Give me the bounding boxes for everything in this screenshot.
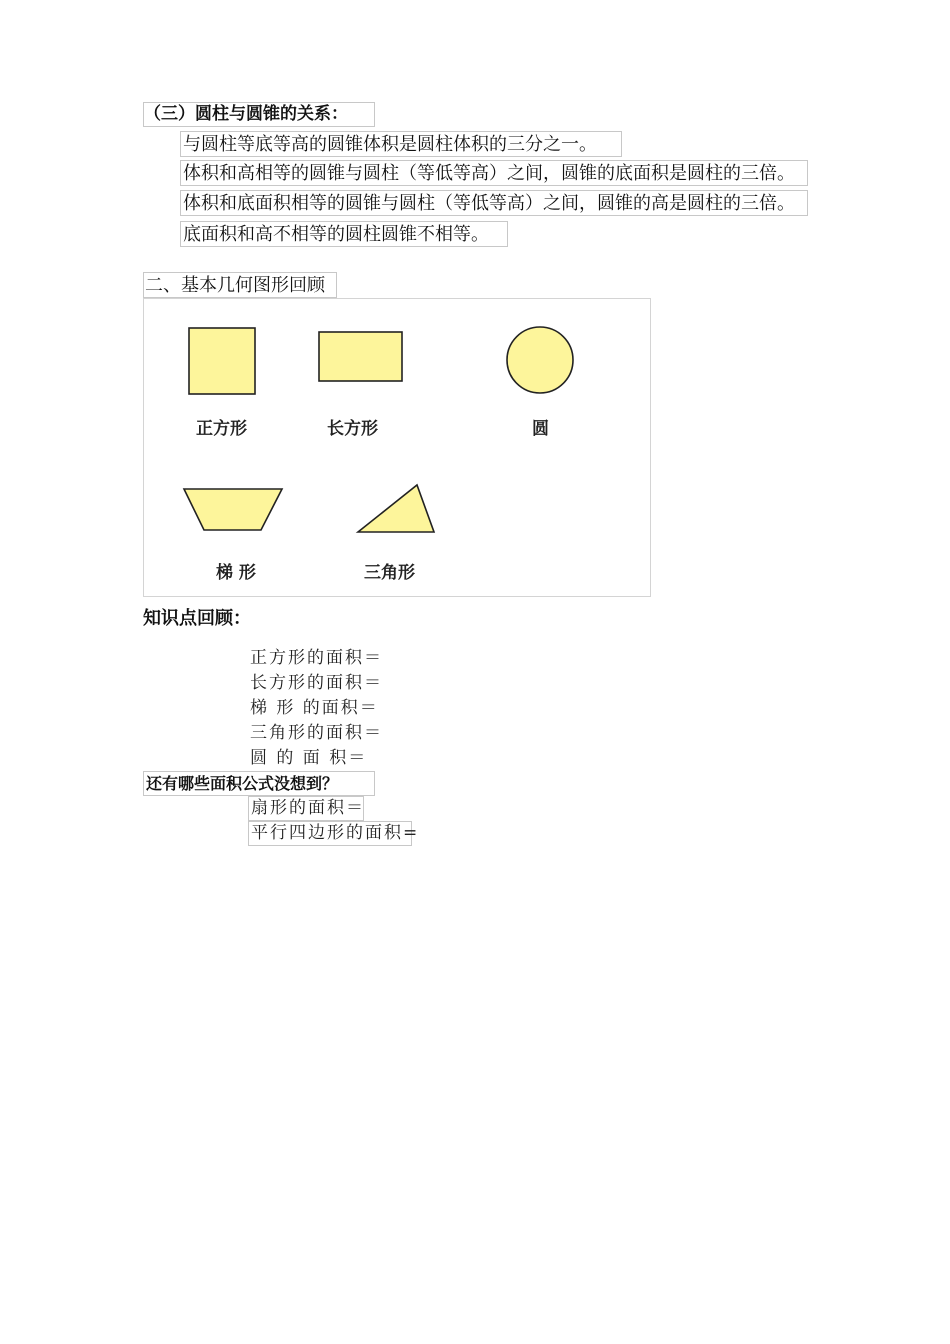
trapezoid-shape <box>184 489 282 530</box>
extra-formula-box: 平行四边形的面积= <box>248 821 412 846</box>
formula-line: 三角形的面积＝ <box>250 723 383 743</box>
shapes-figure <box>143 298 651 597</box>
section-title: 二、基本几何图形回顾 <box>143 272 337 298</box>
formula-line: 长方形的面积＝ <box>250 673 383 693</box>
triangle-shape <box>358 485 434 532</box>
formula-line: 正方形的面积＝ <box>250 648 383 668</box>
square-label: 正方形 <box>196 419 247 439</box>
formula-line: 圆 的 面 积＝ <box>250 748 368 768</box>
trapezoid-label: 梯 形 <box>216 563 256 583</box>
relation-item: 底面积和高不相等的圆柱圆锥不相等。 <box>180 221 508 247</box>
square-shape <box>189 328 255 394</box>
relation-item: 体积和底面积相等的圆锥与圆柱（等低等高）之间，圆锥的高是圆柱的三倍。 <box>180 190 808 216</box>
extra-formula-box: 扇形的面积＝ <box>248 796 364 821</box>
review-heading: 知识点回顾： <box>143 608 251 629</box>
rectangle-label: 长方形 <box>327 419 378 439</box>
relation-item: 体积和高相等的圆锥与圆柱（等低等高）之间，圆锥的底面积是圆柱的三倍。 <box>180 160 808 186</box>
shapes-svg <box>144 299 650 596</box>
relation-heading: （三）圆柱与圆锥的关系： <box>143 102 375 127</box>
rectangle-shape <box>319 332 402 381</box>
circle-shape <box>507 327 573 393</box>
relation-item: 与圆柱等底等高的圆锥体积是圆柱体积的三分之一。 <box>180 131 622 157</box>
review-question: 还有哪些面积公式没想到？ <box>143 771 375 796</box>
circle-label: 圆 <box>532 419 549 439</box>
formula-line: 梯 形 的面积＝ <box>250 698 379 718</box>
triangle-label: 三角形 <box>364 563 415 583</box>
